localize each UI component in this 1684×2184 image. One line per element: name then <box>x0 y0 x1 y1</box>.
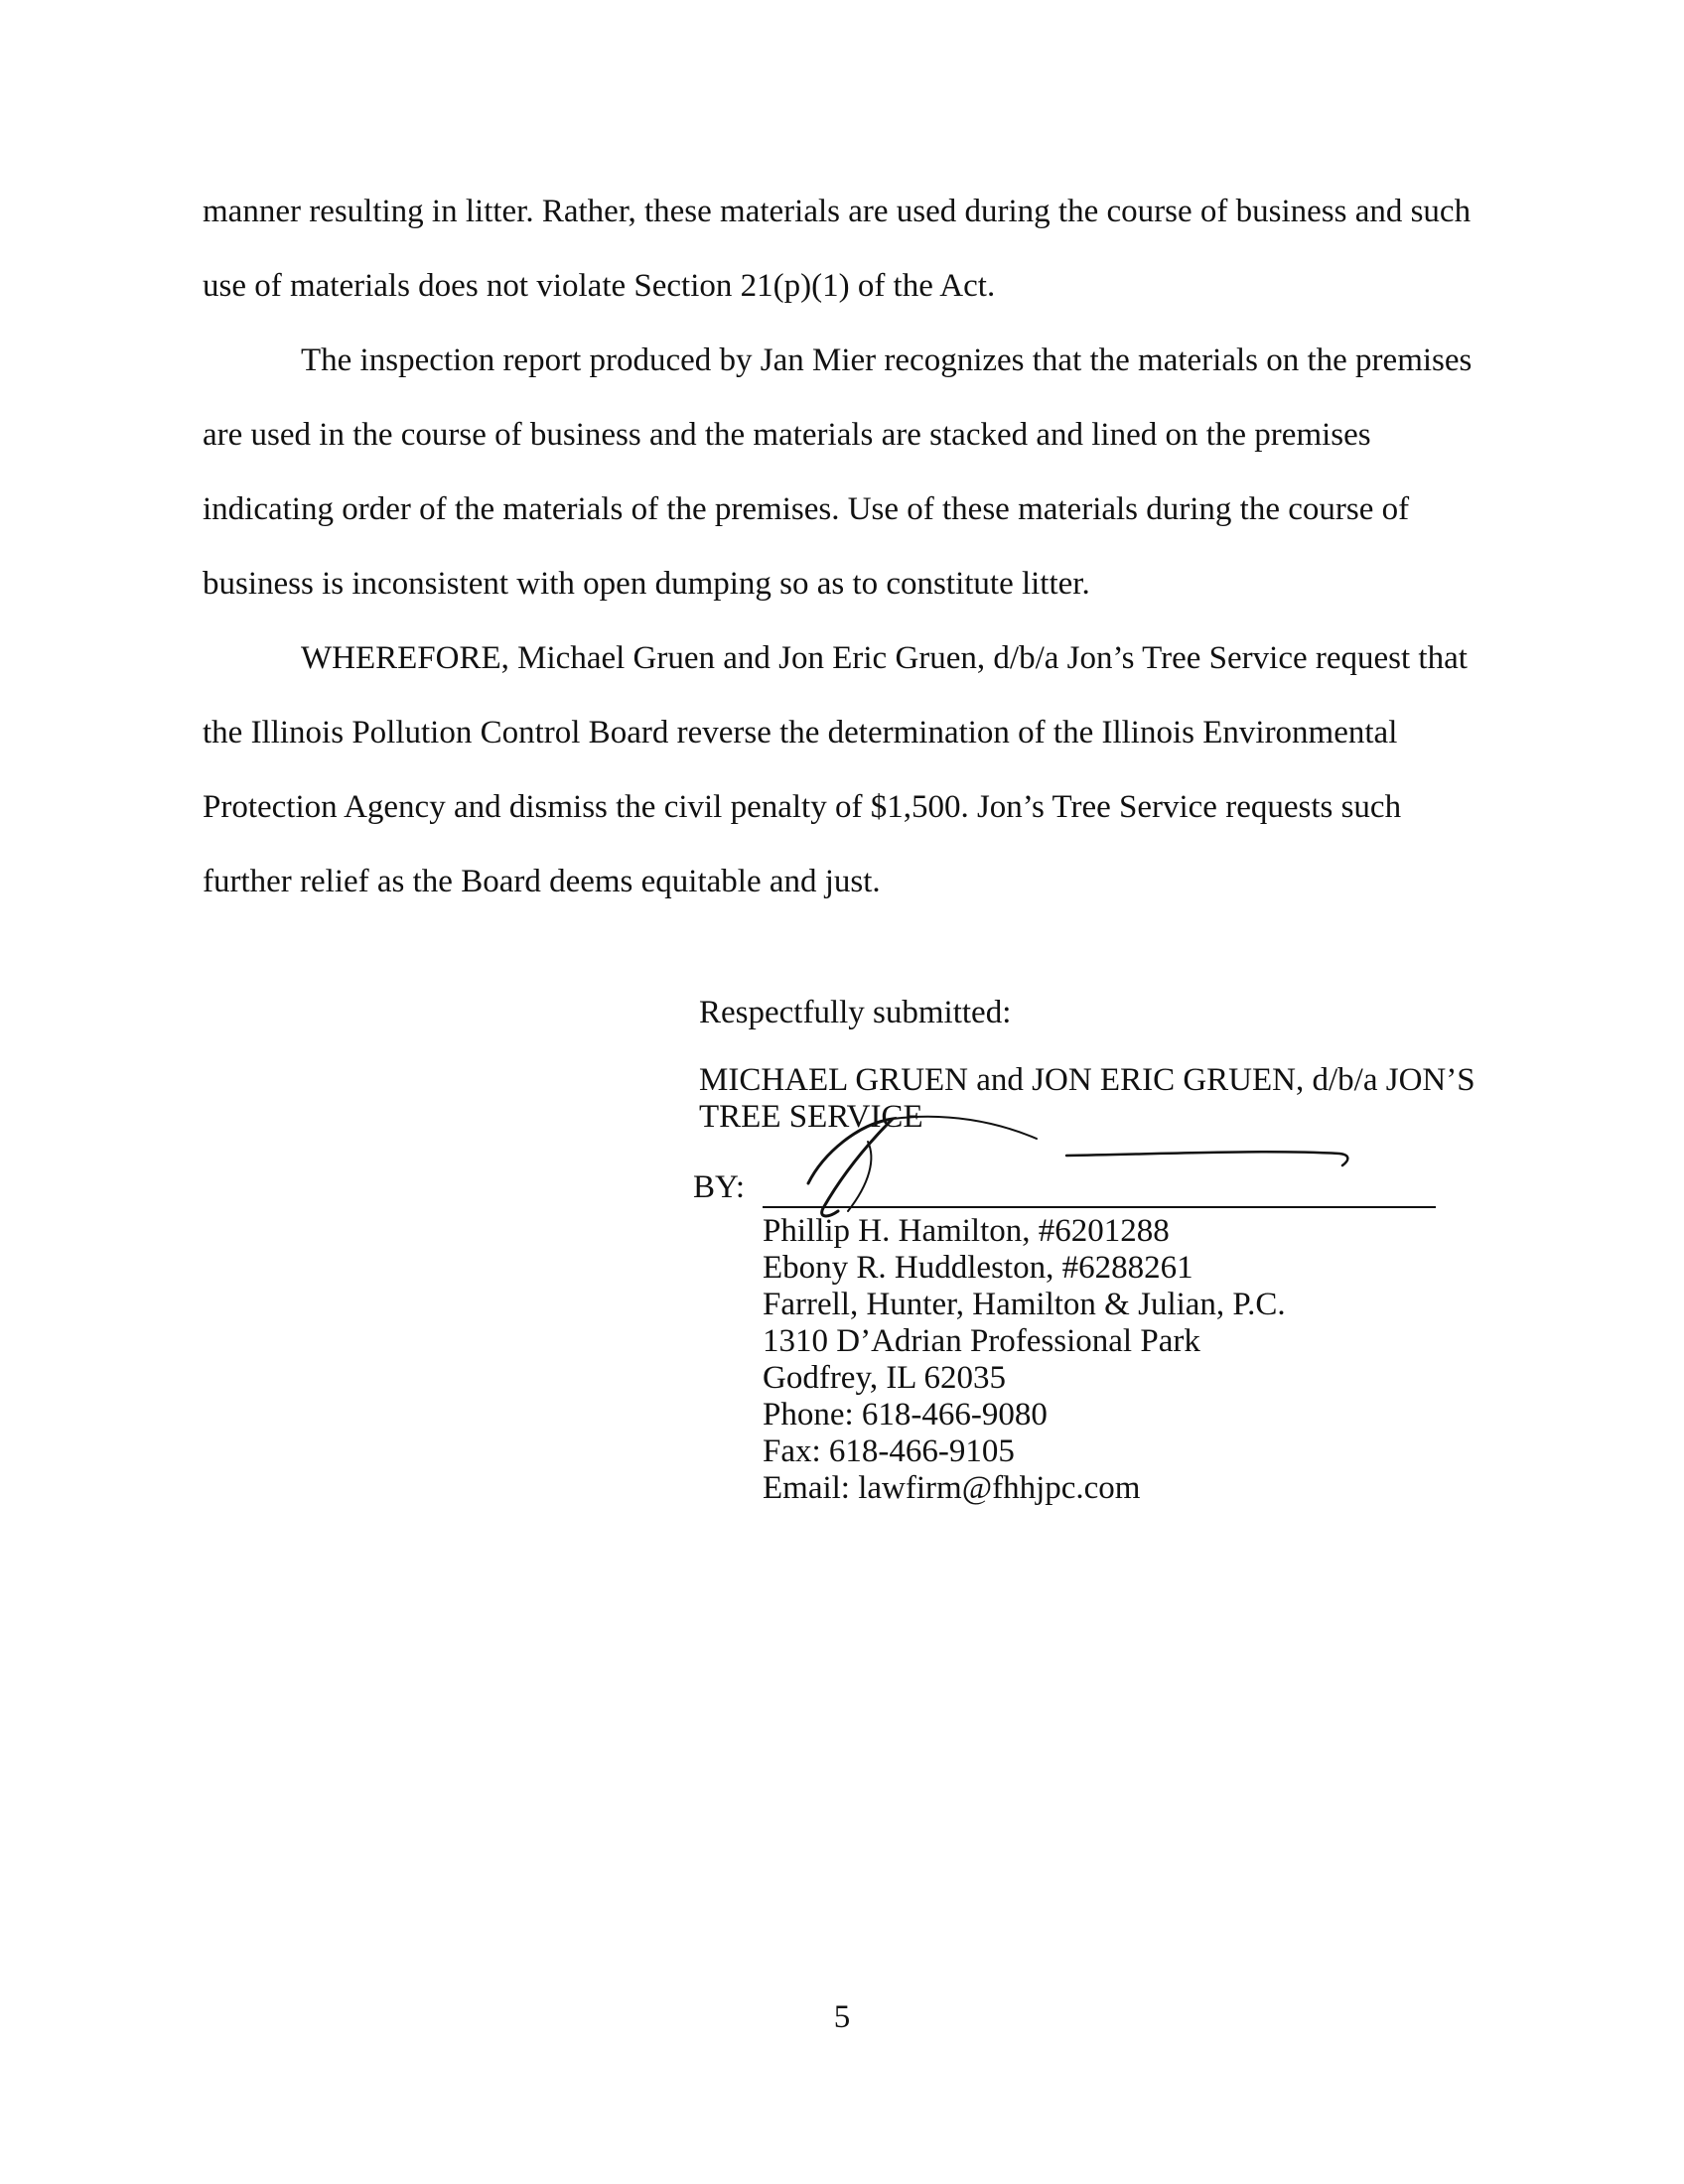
paragraph-3: WHEREFORE, Michael Gruen and Jon Eric Gruen, d/b/a Jon’s Tree Service request that the Illinois Pollution Control Board reverse the determination of the Illinois Environmental Protection Agency and dismiss the civil penalty of $1,500. Jon’s Tree Service requests such further relief as the Board deems equitable and just. <box>203 640 1468 899</box>
firm-email: Email: lawfirm@fhhjpc.com <box>763 1470 1141 1506</box>
respectfully-submitted: Respectfully submitted: <box>699 995 1012 1030</box>
attorney-1: Phillip H. Hamilton, #6201288 <box>763 1213 1170 1249</box>
attorney-2: Ebony R. Huddleston, #6288261 <box>763 1250 1193 1286</box>
signature-row <box>693 1163 1593 1213</box>
paragraph-wherefore <box>203 621 1493 919</box>
by-label: BY: <box>693 1169 745 1205</box>
page-number: 5 <box>833 1999 851 2035</box>
paragraph-continuation <box>203 175 1493 324</box>
paragraph-inspection <box>203 324 1493 621</box>
party-name: MICHAEL GRUEN and JON ERIC GRUEN, d/b/a JON’S TREE SERVICE <box>699 1062 1475 1135</box>
attorney-signature-block <box>763 1213 1593 1507</box>
firm-city: Godfrey, IL 62035 <box>763 1360 1006 1396</box>
firm-address: 1310 D’Adrian Professional Park <box>763 1323 1200 1359</box>
paragraph-1: manner resulting in litter. Rather, these materials are used during the course of business and such use of materials does not violate Section 21(p)(1) of the Act. <box>203 194 1472 304</box>
paragraph-2: The inspection report produced by Jan Mier recognizes that the materials on the premises are used in the course of business and the materials are stacked and lined on the premises indicating order of the materials of the premises. Use of these materials during the course of business is inconsistent with open dumping so as to constitute litter. <box>203 342 1473 602</box>
firm-fax: Fax: 618-466-9105 <box>763 1433 1015 1469</box>
law-firm: Farrell, Hunter, Hamilton & Julian, P.C. <box>763 1287 1286 1322</box>
closing-block <box>693 993 1593 1507</box>
firm-phone: Phone: 618-466-9080 <box>763 1397 1048 1433</box>
handwritten-signature <box>798 1114 1414 1223</box>
